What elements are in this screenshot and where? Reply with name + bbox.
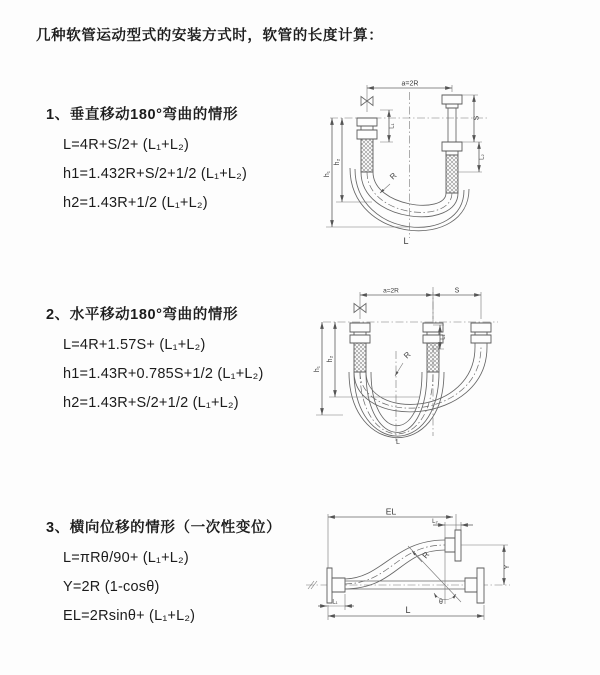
left-conn-label: L₁ <box>332 599 338 606</box>
formula-h2: h2=1.43R+S/2+1/2 (L₁+L₂) <box>63 395 239 411</box>
diagram-horizontal-bend <box>303 281 503 453</box>
formula-l: L=4R+S/2+ (L₁+L₂) <box>63 137 189 153</box>
deep-u-hose-arcs <box>349 372 444 438</box>
section-3-heading: 3、横向位移的情形（一次性变位） <box>46 520 282 536</box>
length-label: L <box>403 236 409 246</box>
theta-label: θ <box>439 599 443 606</box>
span-dimension <box>360 288 481 320</box>
left-hose-fitting <box>350 323 370 372</box>
radius-label: R <box>388 170 399 182</box>
page-title: 几种软管运动型式的安装方式时，软管的长度计算： <box>36 28 384 44</box>
right-conn-label: L₂ <box>479 154 486 160</box>
right-conn-dimension <box>432 519 473 530</box>
section-horizontal-move <box>46 303 264 411</box>
left-conn-label: L₁ <box>389 123 396 129</box>
left-conn-dimension <box>318 594 354 610</box>
radius-label: R <box>420 550 432 561</box>
radius-callout <box>395 350 413 376</box>
diagram-lateral-displacement <box>298 504 600 624</box>
section-2-heading: 2、水平移动180°弯曲的情形 <box>46 307 239 323</box>
formula-y: Y=2R (1-cosθ) <box>63 579 160 595</box>
radius-callout <box>380 171 399 193</box>
h1-label: h₁ <box>314 365 321 373</box>
el-dimension <box>328 507 456 569</box>
section-vertical-move <box>46 103 247 211</box>
length-label: L <box>405 605 411 615</box>
right-hose-fitting <box>471 323 491 347</box>
left-hose-fitting <box>357 118 377 172</box>
formula-l: L=πRθ/90+ (L₁+L₂) <box>63 550 189 566</box>
conn-label: L₁ <box>440 334 447 340</box>
upper-flange <box>445 530 461 561</box>
right-hose-fitting <box>442 95 462 193</box>
stroke-label: S <box>454 287 460 295</box>
formula-h1: h1=1.43R+0.785S+1/2 (L₁+L₂) <box>63 366 264 382</box>
el-label: EL <box>385 506 397 517</box>
y-label: Y <box>504 564 511 570</box>
span-label: a=2R <box>383 287 399 295</box>
left-conn-dimension <box>380 110 396 142</box>
right-conn-label: L₂ <box>432 519 438 525</box>
formula-h2: h2=1.43R+1/2 (L₁+L₂) <box>63 195 208 211</box>
construction-lines <box>408 522 461 604</box>
section-lateral-displacement <box>46 516 281 624</box>
h2-label: h₂ <box>334 158 341 166</box>
radius-label: R <box>402 349 413 361</box>
formula-l: L=4R+1.57S+ (L₁+L₂) <box>63 337 206 353</box>
length-dimension <box>328 605 484 620</box>
diagram-vertical-bend <box>310 76 500 251</box>
formula-el: EL=2Rsinθ+ (L₁+L₂) <box>63 608 196 624</box>
s-curve-hose <box>345 540 445 589</box>
length-label: L <box>396 439 400 446</box>
straight-position-pipe <box>345 568 484 603</box>
h2-label: h₂ <box>327 355 334 363</box>
span-label: a=2R <box>401 80 419 88</box>
moved-u-hose-arcs <box>354 347 487 412</box>
stroke-label: S <box>473 115 481 121</box>
left-flange <box>327 568 345 603</box>
stroke-dimension <box>458 95 486 172</box>
h1-label: h₁ <box>324 170 331 178</box>
formula-h1: h1=1.432R+S/2+1/2 (L₁+L₂) <box>63 166 248 182</box>
section-1-heading: 1、垂直移动180°弯曲的情形 <box>46 107 239 123</box>
